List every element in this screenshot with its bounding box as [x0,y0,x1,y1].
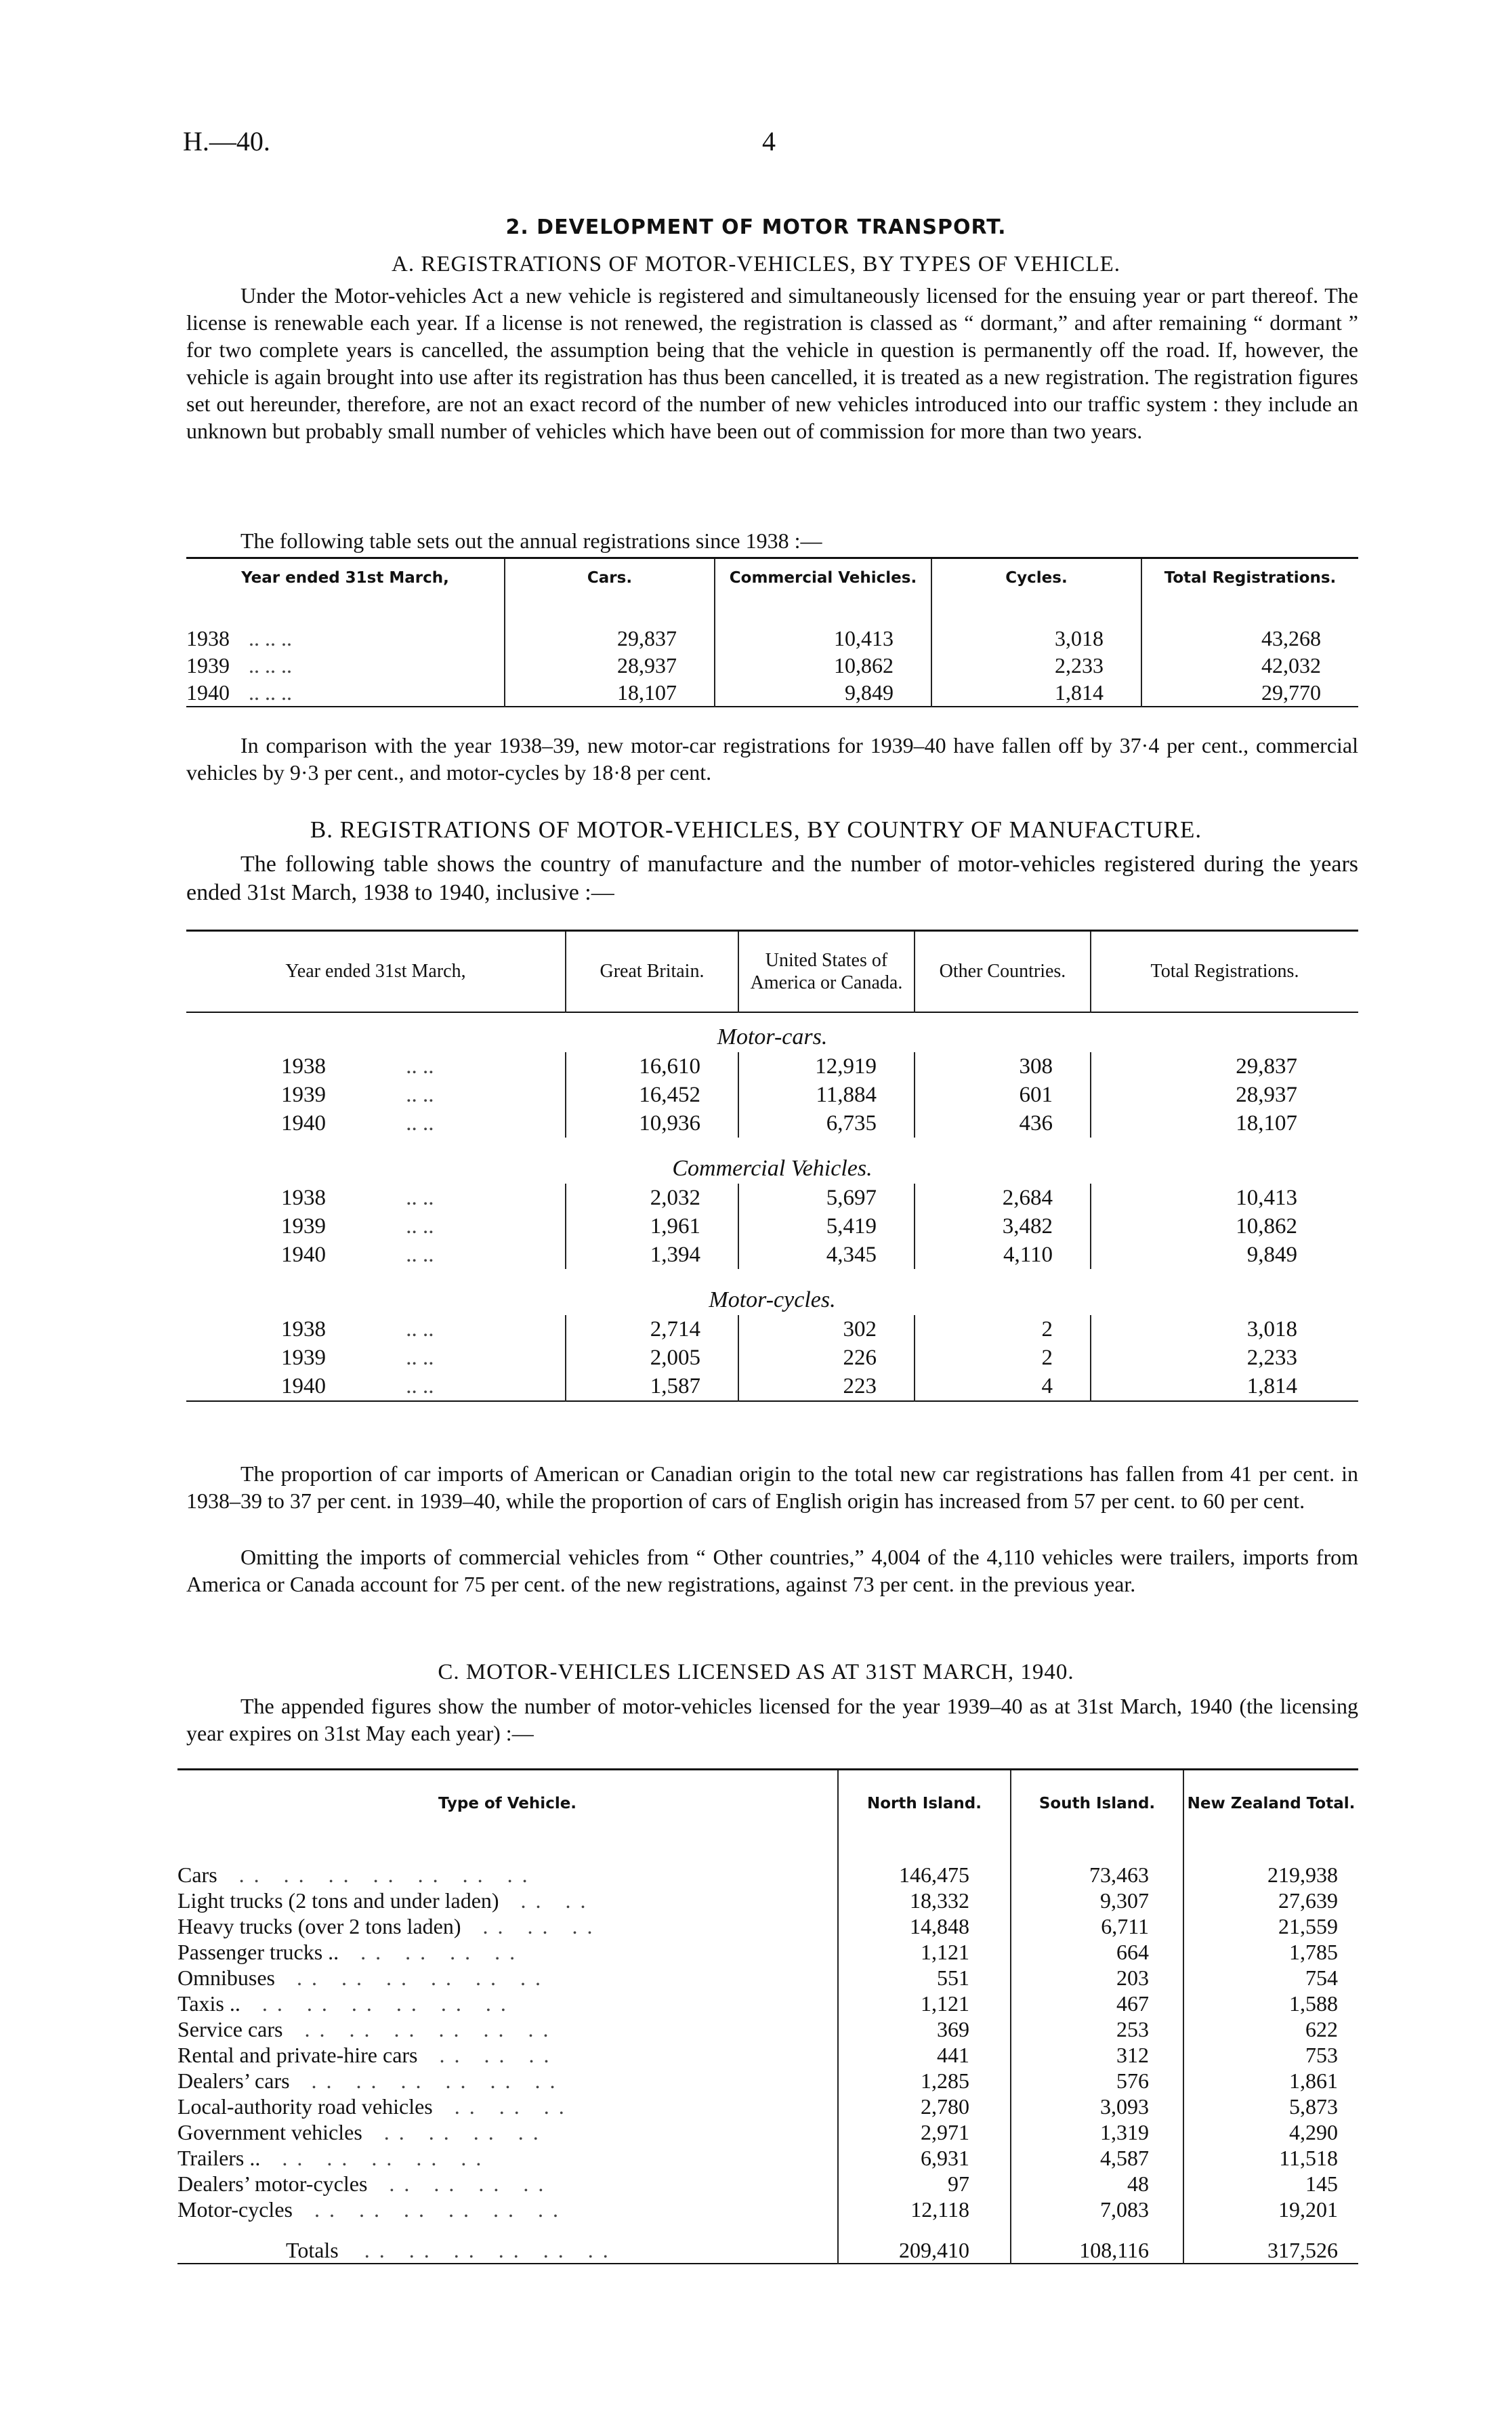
cell-value: 145 [1183,2171,1358,2197]
cell-value: 19,201 [1183,2197,1358,2222]
leader-dots: .. .. .. .. [360,1939,525,1964]
table-row [177,2171,1358,2197]
cell-value: 4 [915,1372,1091,1401]
cell-value: 1,588 [1183,1991,1358,2016]
row-year: 1938 [281,1316,326,1342]
cell-value: 10,862 [715,652,931,679]
cell-value: 219,938 [1183,1862,1358,1888]
leader-dots: .. .. .. .. .. .. [304,2016,558,2041]
cell-value: 14,848 [838,1913,1011,1939]
cell-value: 29,837 [505,625,715,652]
cell-value: 7,083 [1011,2197,1183,2222]
row-year: 1940 [281,1373,326,1398]
cell-value: 146,475 [838,1862,1011,1888]
cell-value: 223 [738,1372,915,1401]
table-row [177,2042,1358,2068]
cell-value: 369 [838,2016,1011,2042]
table-row [177,2145,1358,2171]
cell-value: 1,285 [838,2068,1011,2094]
leader-dots: .. .. [406,1345,434,1370]
leader-dots: .. .. .. .. .. .. .. [238,1862,537,1887]
cell-value: 29,770 [1141,679,1358,707]
col-header-other-countries: Other Countries. [915,931,1091,1012]
cell-value: 1,785 [1183,1939,1358,1965]
cell-value: 6,735 [738,1109,915,1138]
row-year: 1940 [281,1110,326,1136]
totals-row [177,2237,1358,2264]
section-title: 2. DEVELOPMENT OF MOTOR TRANSPORT. [505,215,1007,239]
table-row [186,1315,1358,1344]
col-header-total: Total Registrations. [1141,558,1358,598]
cell-value: 1,814 [931,679,1141,707]
col-header-commercial: Commercial Vehicles. [715,558,931,598]
total-north-island: 209,410 [838,2237,1011,2264]
table-row [177,1888,1358,1913]
cell-value: 9,307 [1011,1888,1183,1913]
table-row [177,1913,1358,1939]
cell-value: 12,919 [738,1052,915,1081]
col-header-year: Year ended 31st March, [241,569,449,587]
table-row [177,1991,1358,2016]
cell-value: 1,814 [1091,1372,1358,1401]
table-row [177,1939,1358,1965]
table-row [177,2197,1358,2222]
cell-value: 2,032 [566,1184,738,1212]
leader-dots: .. .. [406,1082,434,1107]
cell-value: 308 [915,1052,1091,1081]
vehicle-type: Service cars [177,2016,283,2041]
vehicle-type: Government vehicles [177,2119,362,2144]
cell-value: 73,463 [1011,1862,1183,1888]
page-number: 4 [762,126,776,157]
table-row [186,679,1358,707]
cell-value: 10,413 [1091,1184,1358,1212]
leader-dots: .. .. .. [439,2042,559,2067]
cell-value: 2,780 [838,2094,1011,2119]
cell-value: 1,961 [566,1212,738,1241]
part-c-paragraph-1: The appended figures show the number of motor-vehicles licensed for the year 1939–40 as at 31st March, 1940 (the licensing year expires on 31st May each year) :— [186,1694,1358,1745]
cell-value: 21,559 [1183,1913,1358,1939]
row-year: 1938 [281,1185,326,1210]
part-b-paragraph-1: The following table shows the country of manufacture and the number of motor-vehicles registered during the years ended 31st March, 1938 to 1940, inclusive :— [186,852,1358,905]
table-row [177,2068,1358,2094]
vehicle-type: Passenger trucks .. [177,1939,339,1964]
table-row [186,1241,1358,1269]
leader-dots: .. .. [406,1185,434,1210]
col-header-south-island: South Island. [1011,1770,1183,1837]
leader-dots: .. .. .. [249,680,292,705]
part-b-paragraph-2: The proportion of car imports of American or Canadian origin to the total new car registrations has fallen from 41 per cent. in 1938–39 to 37 per cent. in 1939–40, while the proportion of cars of English origin has increased from 57 per cent. to 60 per cent. [186,1461,1358,1513]
table-row [186,1184,1358,1212]
part-a-heading: A. REGISTRATIONS OF MOTOR-VEHICLES, BY TYPES OF VEHICLE. [391,252,1121,276]
cell-value: 9,849 [1091,1241,1358,1269]
cell-value: 2,714 [566,1315,738,1344]
document-reference: H.—40. [183,126,270,157]
leader-dots: .. .. .. .. .. [282,2145,491,2170]
cell-value: 29,837 [1091,1052,1358,1081]
cell-value: 6,711 [1011,1913,1183,1939]
row-year: 1938 [281,1054,326,1079]
cell-value: 2,233 [1091,1344,1358,1372]
row-year: 1939 [281,1213,326,1239]
leader-dots: .. .. [406,1242,434,1267]
cell-value: 467 [1011,1991,1183,2016]
cell-value: 18,107 [505,679,715,707]
col-header-cars: Cars. [505,558,715,598]
vehicle-type: Dealers’ motor-cycles [177,2171,368,2196]
cell-value: 43,268 [1141,625,1358,652]
leader-dots: .. .. .. .. .. .. [314,2197,568,2222]
leader-dots: .. .. .. .. [383,2119,548,2144]
cell-value: 3,018 [1091,1315,1358,1344]
cell-value: 28,937 [1091,1081,1358,1109]
cell-value: 6,931 [838,2145,1011,2171]
part-a-paragraph-2: The following table sets out the annual registrations since 1938 :— [240,528,822,553]
col-header-type: Type of Vehicle. [438,1795,577,1813]
cell-value: 1,394 [566,1241,738,1269]
col-header-total: Total Registrations. [1091,931,1358,1012]
total-new-zealand: 317,526 [1183,2237,1358,2264]
cell-value: 436 [915,1109,1091,1138]
row-year: 1939 [281,1345,326,1370]
col-header-north-island: North Island. [838,1770,1011,1837]
row-year: 1938 [186,625,230,650]
registrations-by-country-table [186,930,1358,1402]
cell-value: 441 [838,2042,1011,2068]
leader-dots: .. .. .. [249,652,292,678]
vehicle-type: Cars [177,1862,217,1887]
cell-value: 2,684 [915,1184,1091,1212]
cell-value: 664 [1011,1939,1183,1965]
part-b-heading: B. REGISTRATIONS OF MOTOR-VEHICLES, BY COUNTRY OF MANUFACTURE. [310,816,1202,843]
table-row [177,2094,1358,2119]
cell-value: 3,482 [915,1212,1091,1241]
vehicle-type: Local-authority road vehicles [177,2094,433,2119]
cell-value: 1,121 [838,1991,1011,2016]
table-row [186,1081,1358,1109]
cell-value: 754 [1183,1965,1358,1991]
leader-dots: .. .. .. .. .. .. [297,1965,550,1990]
cell-value: 753 [1183,2042,1358,2068]
cell-value: 601 [915,1081,1091,1109]
table-row [186,1109,1358,1138]
cell-value: 1,121 [838,1939,1011,1965]
row-year: 1939 [281,1082,326,1107]
cell-value: 4,290 [1183,2119,1358,2145]
table-row [186,1372,1358,1401]
cell-value: 97 [838,2171,1011,2197]
cell-value: 48 [1011,2171,1183,2197]
cell-value: 4,345 [738,1241,915,1269]
cell-value: 551 [838,1965,1011,1991]
cell-value: 18,107 [1091,1109,1358,1138]
col-header-great-britain: Great Britain. [566,931,738,1012]
cell-value: 10,862 [1091,1212,1358,1241]
cell-value: 1,319 [1011,2119,1183,2145]
leader-dots: .. .. [406,1373,434,1398]
cell-value: 4,110 [915,1241,1091,1269]
col-header-usa-canada: United States of America or Canada. [738,931,915,1012]
cell-value: 2 [915,1344,1091,1372]
table-row [186,652,1358,679]
cell-value: 16,610 [566,1052,738,1081]
leader-dots: .. .. [406,1316,434,1342]
cell-value: 3,093 [1011,2094,1183,2119]
cell-value: 253 [1011,2016,1183,2042]
leader-dots: .. .. [406,1213,434,1239]
total-south-island: 108,116 [1011,2237,1183,2264]
col-header-nz-total: New Zealand Total. [1183,1770,1358,1837]
cell-value: 576 [1011,2068,1183,2094]
table-row [177,1965,1358,1991]
cell-value: 27,639 [1183,1888,1358,1913]
cell-value: 4,587 [1011,2145,1183,2171]
vehicle-type: Heavy trucks (over 2 tons laden) [177,1913,461,1938]
table-row [186,1212,1358,1241]
cell-value: 11,884 [738,1081,915,1109]
cell-value: 2,005 [566,1344,738,1372]
cell-value: 18,332 [838,1888,1011,1913]
vehicle-rows [177,1862,1358,2222]
row-year: 1940 [281,1242,326,1267]
vehicle-type: Rental and private-hire cars [177,2042,418,2067]
cell-value: 16,452 [566,1081,738,1109]
cell-value: 11,518 [1183,2145,1358,2171]
row-year: 1939 [186,652,230,678]
cell-value: 42,032 [1141,652,1358,679]
table-row [177,2016,1358,2042]
cell-value: 302 [738,1315,915,1344]
table-row [177,2119,1358,2145]
cell-value: 12,118 [838,2197,1011,2222]
part-a-paragraph-1: Under the Motor-vehicles Act a new vehicle is registered and simultaneously licensed for the ensuing year or part thereof. The license is renewable each year. If a license is not renewed, the registration is classed as “ dormant,” and after remaining “ dormant ” for two complete years is cancelled, the assumption being that the vehicle in question is permanently off the road. If, however, the vehicle is again brought into use after its registration has thus been cancelled, it is treated as a new registration. The registration figures set out hereunder, therefore, are not an exact record of the number of new vehicles introduced into our traffic system : they include an unknown but probably small number of vehicles which have been out of commission for more than two years. [186,283,1358,443]
leader-dots: .. .. [406,1110,434,1136]
leader-dots: .. .. .. .. .. .. [311,2068,565,2093]
cell-value: 9,849 [715,679,931,707]
part-a-paragraph-3: In comparison with the year 1938–39, new motor-car registrations for 1939–40 have fallen off by 37·4 per cent., commercial vehicles by 9·3 per cent., and motor-cycles by 18·8 per cent. [186,733,1358,785]
cell-value: 28,937 [505,652,715,679]
leader-dots: .. .. .. [249,625,292,650]
cell-value: 5,873 [1183,2094,1358,2119]
leader-dots: .. .. [520,1888,595,1913]
cell-value: 312 [1011,2042,1183,2068]
table-row [186,1052,1358,1081]
totals-label: Totals [286,2237,339,2262]
cell-value: 226 [738,1344,915,1372]
table-row [186,625,1358,652]
cell-value: 1,861 [1183,2068,1358,2094]
table-row [177,1862,1358,1888]
cell-value: 622 [1183,2016,1358,2042]
leader-dots: .. .. .. [482,1913,602,1938]
col-header-cycles: Cycles. [931,558,1141,598]
registrations-by-type-table [186,557,1358,707]
vehicle-type: Light trucks (2 tons and under laden) [177,1888,499,1913]
vehicle-type: Motor-cycles [177,2197,293,2222]
vehicle-type: Trailers .. [177,2145,261,2170]
table-row [186,1344,1358,1372]
cell-value: 5,419 [738,1212,915,1241]
cell-value: 2,971 [838,2119,1011,2145]
leader-dots: .. .. .. .. .. .. [364,2237,618,2262]
part-b-paragraph-3: Omitting the imports of commercial vehicles from “ Other countries,” 4,004 of the 4,110 vehicles were trailers, imports from America or Canada account for 75 per cent. of the new registrations, against 73 per cent. in the previous year. [186,1545,1358,1596]
cell-value: 1,587 [566,1372,738,1401]
leader-dots: .. .. [406,1054,434,1079]
leader-dots: .. .. .. .. [389,2171,553,2196]
col-header-year: Year ended 31st March, [285,961,466,982]
vehicle-type: Taxis .. [177,1991,240,2016]
cell-value: 2,233 [931,652,1141,679]
leader-dots: .. .. .. [454,2094,574,2119]
cell-value: 10,936 [566,1109,738,1138]
cell-value: 10,413 [715,625,931,652]
leader-dots: .. .. .. .. .. .. [261,1991,516,2016]
row-year: 1940 [186,680,230,705]
cell-value: 2 [915,1315,1091,1344]
group-label-motor-cars: Motor-cars. [717,1024,828,1049]
vehicle-type: Dealers’ cars [177,2068,290,2093]
cell-value: 5,697 [738,1184,915,1212]
cell-value: 203 [1011,1965,1183,1991]
vehicle-type: Omnibuses [177,1965,275,1990]
group-label-motor-cycles: Motor-cycles. [709,1287,836,1312]
group-label-commercial-vehicles: Commercial Vehicles. [672,1155,873,1181]
cell-value: 3,018 [931,625,1141,652]
vehicles-licensed-table [177,1768,1358,2264]
part-c-heading: C. MOTOR-VEHICLES LICENSED AS AT 31ST MARCH, 1940. [438,1660,1074,1684]
